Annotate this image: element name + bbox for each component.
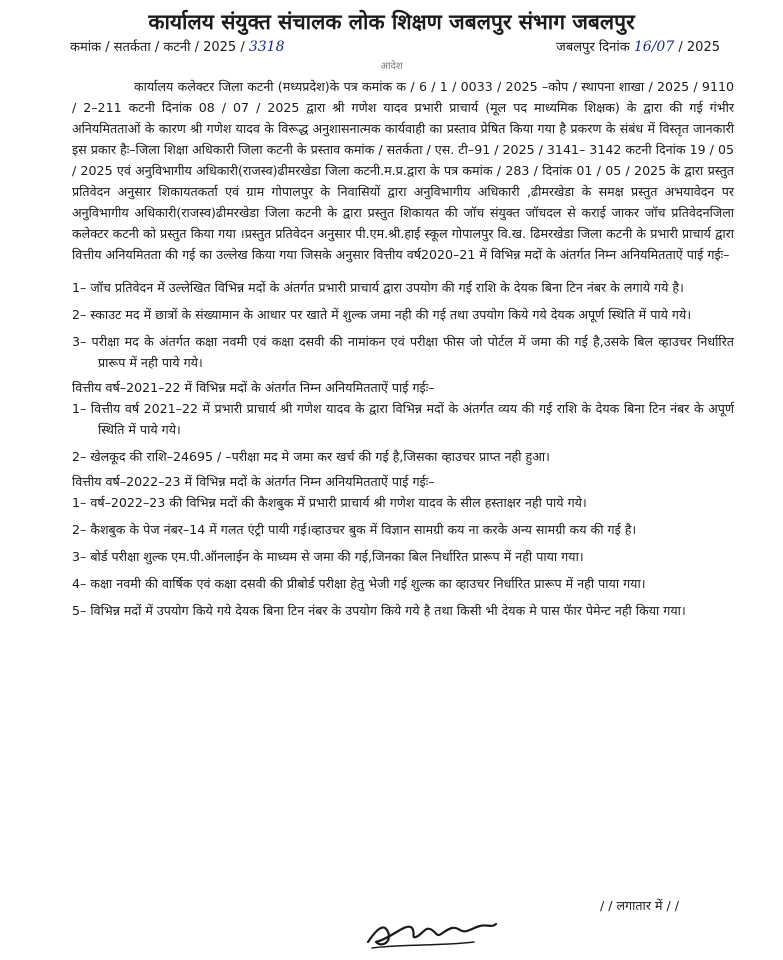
- order-number-handwritten: 3318: [248, 39, 285, 55]
- continued-note: / / लगातार में / /: [600, 898, 680, 913]
- order-label: आदेश: [380, 61, 403, 72]
- date-prefix: जबलपुर दिनांक: [556, 40, 630, 55]
- fy2020-point-2: 2– स्काउट मद में छात्रों के संख्यामान के आधार पर खाते में शुल्क जमा नही की गई तथा उपयोग किये गये देयक अपूर्ण स्थिति में पाये गये।: [72, 307, 692, 322]
- fy2022-point-1: 1– वर्ष–2022–23 की विभिन्न मदों की कैशबुक में प्रभारी प्राचार्य श्री गणेश यादव के सील हस्ताक्षर नही पाये गये।: [72, 495, 587, 510]
- date-reference: जबलपुर दिनांक 16/07 / 2025: [556, 39, 720, 55]
- intro-paragraph: कार्यालय कलेक्टर जिला कटनी (मध्यप्रदेश)के पत्र कमांक क / 6 / 1 / 0033 / 2025 –कोप / स्थापना शाखा / 2025 / 9110 / 2–211 कटनी दिनांक 08 / 07 / 2025 द्वारा श्री गणेश यादव प्रभारी प्राचार्य (मूल पद माध्यमिक शिक्षक) के द्वारा की गई गंभीर अनियमितताओं के कारण श्री गणेश यादव के विरूद्ध अनुशासनात्मक कार्यवाही का प्रस्ताव प्रेषित किया गया है प्रकरण के संबंध में विस्तृत जानकारी इस प्रकार हैः–जिला शिक्षा अधिकारी जिला कटनी के प्रस्ताव कमांक / सतर्कता / एस. टी–91 / 2025 / 3141– 3142 कटनी दिनांक 19 / 05 / 2025 एवं अनुविभागीय अधिकारी(राजस्व)ढीमरखेडा जिला कटनी.म.प्र.द्वारा के पत्र कमांक / 283 / दिनांक 01 / 05 / 2025 के द्वारा प्रस्तुत प्रतिवेदन अनुसार शिकायतकर्ता एवं ग्राम गोपालपुर के निवासियों द्वारा अनुविभागीय अधिकारी ,ढीमरखेडा के समक्ष प्रस्तुत अभयावेदन पर अनुविभागीय अधिकारी(राजस्व)ढीमरखेडा जिला कटनी के द्वारा प्रस्तुत शिकायत की जॉच संयुक्त जॉचदल से कराई जाकर जॉच प्रतिवेदनजिला कलेक्टर कटनी को प्रस्तुत किया गया ।प्रस्तुत प्रतिवेदन अनुसार पी.एम.श्री.हाई स्कूल गोपालपुर वि.ख. ढिमरखेडा जिला कटनी के प्रभारी प्राचार्य द्वारा वित्तीय अनियमितता की गई का उल्लेख किया गया जिसके अनुसार वित्तीय वर्ष2020–21 में विभिन्न मदों के अंतर्गत निम्न अनियमितताऐं पाई गईः–: [72, 79, 734, 262]
- date-day-handwritten: 16: [633, 39, 652, 55]
- fy2021-point-2: 2– खेलकूद की राशि–24695 / –परीक्षा मद मे जमा कर खर्च की गई है,जिसका व्हाउचर प्राप्त नही हुआ।: [72, 449, 550, 464]
- fy2022-point-5: 5– विभिन्न मदों में उपयोग किये गये देयक बिना टिन नंबर के उपयोग किये गये है तथा किसी भी देयक मे पास फॅार पेमेन्ट नही किया गया।: [72, 603, 686, 618]
- order-prefix: कमांक / सतर्कता / कटनी / 2025 /: [70, 40, 245, 55]
- date-year: / 2025: [678, 40, 720, 55]
- order-reference: [70, 36, 285, 59]
- fy2022-point-2: 2– कैशबुक के पेज नंबर–14 में गलत एंट्री पायी गई।व्हाउचर बुक में विज्ञान सामग्री कय ना करके अन्य सामग्री कय की गई है।: [72, 522, 637, 537]
- fy2022-heading: वित्तीय वर्ष–2022–23 में विभिन्न मदों के अंतर्गत निम्न अनियमितताऐं पाई गईः–: [72, 474, 435, 489]
- letter-body: [72, 76, 734, 621]
- fy2021-heading: वित्तीय वर्ष–2021–22 में विभिन्न मदों के अंतर्गत निम्न अनियमितताऐं पाई गईः–: [72, 380, 435, 395]
- date-month-handwritten: 07: [656, 39, 675, 55]
- signature-image: [362, 908, 502, 952]
- fy2020-point-3: 3– परीक्षा मद के अंतर्गत कक्षा नवमी एवं कक्षा दसवी की नामांकन एवं परीक्षा फीस जो पोर्टल में जमा की गई है,उसके बिल व्हाउचर निर्धारित प्रारूप में नही पाये गये।: [72, 334, 734, 370]
- fy2022-point-4: 4– कक्षा नवमी की वार्षिक एवं कक्षा दसवी की प्रीबोर्ड परीक्षा हेतु भेजी गई शुल्क का व्हाउचर निर्धारित प्रारूप में नही पाया गया।: [72, 576, 646, 591]
- fy2022-point-3: 3– बोर्ड परीक्षा शुल्क एम.पी.ऑनलाईन के माध्यम से जमा की गई,जिनका बिल निर्धारित प्रारूप में नही पाया गया।: [72, 549, 584, 564]
- reference-line: [70, 36, 720, 58]
- fy2020-point-1: 1– जॉच प्रतिवेदन में उल्लेखित विभिन्न मदों के अंतर्गत प्रभारी प्राचार्य द्वारा उपयोग की गई राशि के देयक बिना टिन नंबर के लगाये गये है।: [72, 280, 684, 295]
- office-heading: कार्यालय संयुक्त संचालक लोक शिक्षण जबलपुर संभाग जबलपुर: [148, 10, 635, 34]
- fy2021-point-1: 1– वित्तीय वर्ष 2021–22 में प्रभारी प्राचार्य श्री गणेश यादव के द्वारा विभिन्न मदों के अंतर्गत व्यय की गई राशि के देयक बिना टिन नंबर के अपूर्ण स्थिति में पाये गये।: [72, 401, 734, 437]
